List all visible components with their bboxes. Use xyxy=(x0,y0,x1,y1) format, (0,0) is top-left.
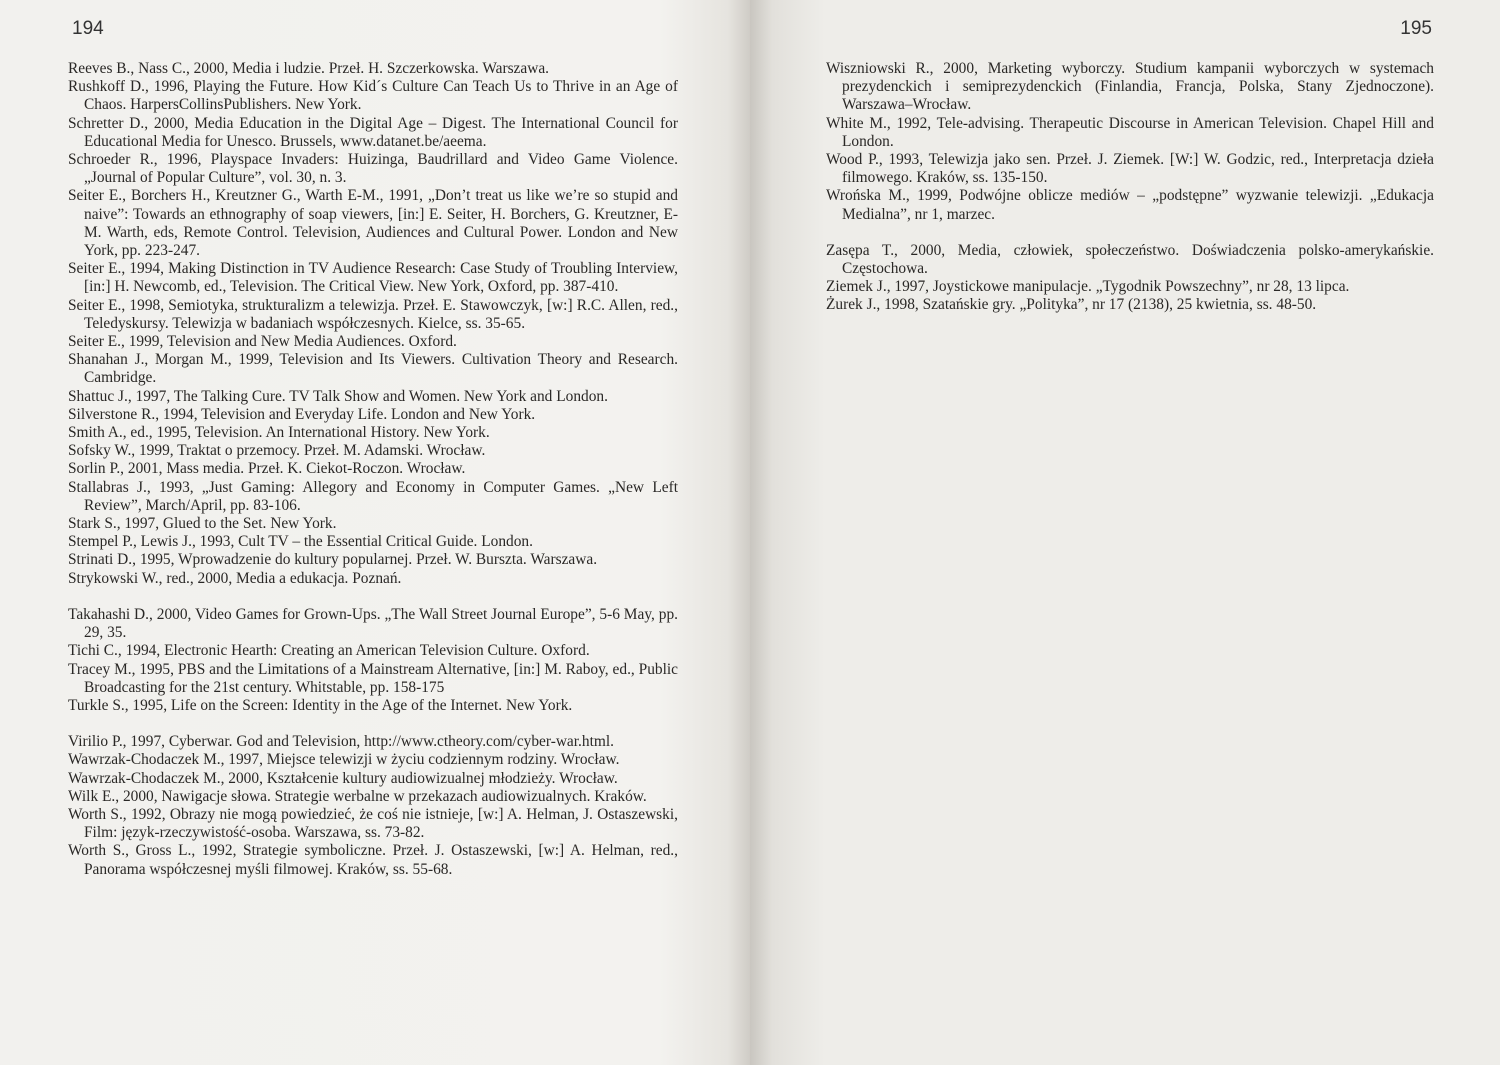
reference-entry: Żurek J., 1998, Szatańskie gry. „Polityka”, nr 17 (2138), 25 kwietnia, ss. 48-50. xyxy=(826,296,1317,314)
group-spacer xyxy=(68,588,678,606)
reference-entry: White M., 1992, Tele-advising. Therapeutic Discourse in American Television. Chapel Hill and London. xyxy=(826,114,1434,150)
reference-entry: Wood P., 1993, Telewizja jako sen. Przeł. J. Ziemek. [W:] W. Godzic, red., Interpretacja dzieła filmowego. Kraków, ss. 135-150. xyxy=(826,151,1434,187)
group-spacer xyxy=(826,224,1434,242)
reference-entry: Stallabras J., 1993, „Just Gaming: Allegory and Economy in Computer Games. „New Left Review”, March/April, pp. 83-106. xyxy=(68,478,678,514)
reference-entry: Wilk E., 2000, Nawigacje słowa. Strategie werbalne w przekazach audiowizualnych. Kraków. xyxy=(68,787,647,805)
reference-entry: Reeves B., Nass C., 2000, Media i ludzie. Przeł. H. Szczerkowska. Warszawa. xyxy=(68,60,550,77)
page-number: 194 xyxy=(72,18,104,39)
reference-entry: Rushkoff D., 1996, Playing the Future. How Kid´s Culture Can Teach Us to Thrive in an Age of Chaos. HarpersCollinsPublishers. New York. xyxy=(68,78,678,114)
reference-entry: Tracey M., 1995, PBS and the Limitations of a Mainstream Alternative, [in:] M. Raboy, ed., Public Broadcasting for the 21st century. Whitstable, pp. 158-175 xyxy=(68,660,678,696)
reference-entry: Worth S., 1992, Obrazy nie mogą powiedzieć, że coś nie istnieje, [w:] A. Helman, J. Ostaszewski, Film: język-rzeczywistość-osoba. Warszawa, ss. 73-82. xyxy=(68,805,678,842)
reference-entry: Worth S., Gross L., 1992, Strategie symboliczne. Przeł. J. Ostaszewski, [w:] A. Helman, red., Panorama współczesnej myśli filmowej. Kraków, ss. 55-68. xyxy=(68,842,678,878)
reference-entry: Wiszniowski R., 2000, Marketing wyborczy. Studium kampanii wyborczych w systemach prezydenckich i semiprezydenckich (Finlandia, Francja, Polska, Stany Zjednoczone). Warszawa–Wrocław. xyxy=(826,60,1434,114)
reference-entry: Strinati D., 1995, Wprowadzenie do kultury popularnej. Przeł. W. Burszta. Warszawa. xyxy=(68,551,598,569)
reference-entry: Seiter E., Borchers H., Kreutzner G., Warth E-M., 1991, „Don’t treat us like we’re so stupid and naive”: Towards an ethnography of soap viewers, [in:] E. Seiter, H. Borchers, G. Kreutzner, E-M. Warth, eds, Remote Control. Television, Audiences and Cultural Power. London and New York, pp. 223-247. xyxy=(68,187,678,260)
reference-entry: Turkle S., 1995, Life on the Screen: Identity in the Age of the Internet. New York. xyxy=(68,696,573,714)
reference-entry: Sofsky W., 1999, Traktat o przemocy. Przeł. M. Adamski. Wrocław. xyxy=(68,442,486,460)
reference-entry: Smith A., ed., 1995, Television. An International History. New York. xyxy=(68,424,490,442)
page-number: 195 xyxy=(1400,18,1432,39)
reference-entry: Takahashi D., 2000, Video Games for Grown-Ups. „The Wall Street Journal Europe”, 5-6 May, pp. 29, 35. xyxy=(68,605,678,642)
reference-entry: Wawrzak-Chodaczek M., 1997, Miejsce telewizji w życiu codziennym rodziny. Wrocław. xyxy=(68,751,620,769)
reference-entry: Ziemek J., 1997, Joystickowe manipulacje. „Tygodnik Powszechny”, nr 28, 13 lipca. xyxy=(826,278,1350,296)
reference-entry: Wawrzak-Chodaczek M., 2000, Kształcenie kultury audiowizualnej młodzieży. Wrocław. xyxy=(68,769,618,787)
reference-list xyxy=(826,60,1434,315)
reference-entry: Seiter E., 1994, Making Distinction in TV Audience Research: Case Study of Troubling Interview, [in:] H. Newcomb, ed., Television. The Critical View. New York, Oxford, pp. 387-410. xyxy=(68,260,678,296)
reference-entry: Silverstone R., 1994, Television and Everyday Life. London and New York. xyxy=(68,405,536,423)
reference-entry: Seiter E., 1999, Television and New Media Audiences. Oxford. xyxy=(68,333,457,351)
reference-entry: Zasępa T., 2000, Media, człowiek, społeczeństwo. Doświadczenia polsko-amerykańskie. Częstochowa. xyxy=(826,241,1434,278)
reference-entry: Stark S., 1997, Glued to the Set. New York. xyxy=(68,515,337,533)
reference-entry: Wrońska M., 1999, Podwójne oblicze mediów – „podstępne” wyzwanie telewizji. „Edukacja Medialna”, nr 1, marzec. xyxy=(826,187,1434,223)
reference-entry: Seiter E., 1998, Semiotyka, strukturalizm a telewizja. Przeł. E. Stawowczyk, [w:] R.C. Allen, red., Teledyskursy. Telewizja w badaniach współczesnych. Kielce, ss. 35-65. xyxy=(68,296,678,332)
reference-entry: Virilio P., 1997, Cyberwar. God and Television, http://www.ctheory.com/cyber-war.html. xyxy=(68,733,614,751)
reference-entry: Sorlin P., 2001, Mass media. Przeł. K. Ciekot-Roczon. Wrocław. xyxy=(68,460,466,478)
reference-list xyxy=(68,60,678,879)
reference-entry: Schretter D., 2000, Media Education in the Digital Age – Digest. The International Council for Educational Media for Unesco. Brussels, www.datanet.be/aeema. xyxy=(68,114,678,150)
group-spacer xyxy=(68,715,678,733)
reference-entry: Strykowski W., red., 2000, Media a edukacja. Poznań. xyxy=(68,569,402,587)
reference-entry: Stempel P., Lewis J., 1993, Cult TV – the Essential Critical Guide. London. xyxy=(68,533,533,551)
reference-entry: Shanahan J., Morgan M., 1999, Television and Its Viewers. Cultivation Theory and Research. Cambridge. xyxy=(68,351,678,387)
reference-entry: Schroeder R., 1996, Playspace Invaders: Huizinga, Baudrillard and Video Game Violence. „Journal of Popular Culture”, vol. 30, n. 3. xyxy=(68,151,678,187)
right-page xyxy=(750,0,1500,1065)
reference-entry: Shattuc J., 1997, The Talking Cure. TV Talk Show and Women. New York and London. xyxy=(68,387,608,405)
reference-entry: Tichi C., 1994, Electronic Hearth: Creating an American Television Culture. Oxford. xyxy=(68,642,590,660)
